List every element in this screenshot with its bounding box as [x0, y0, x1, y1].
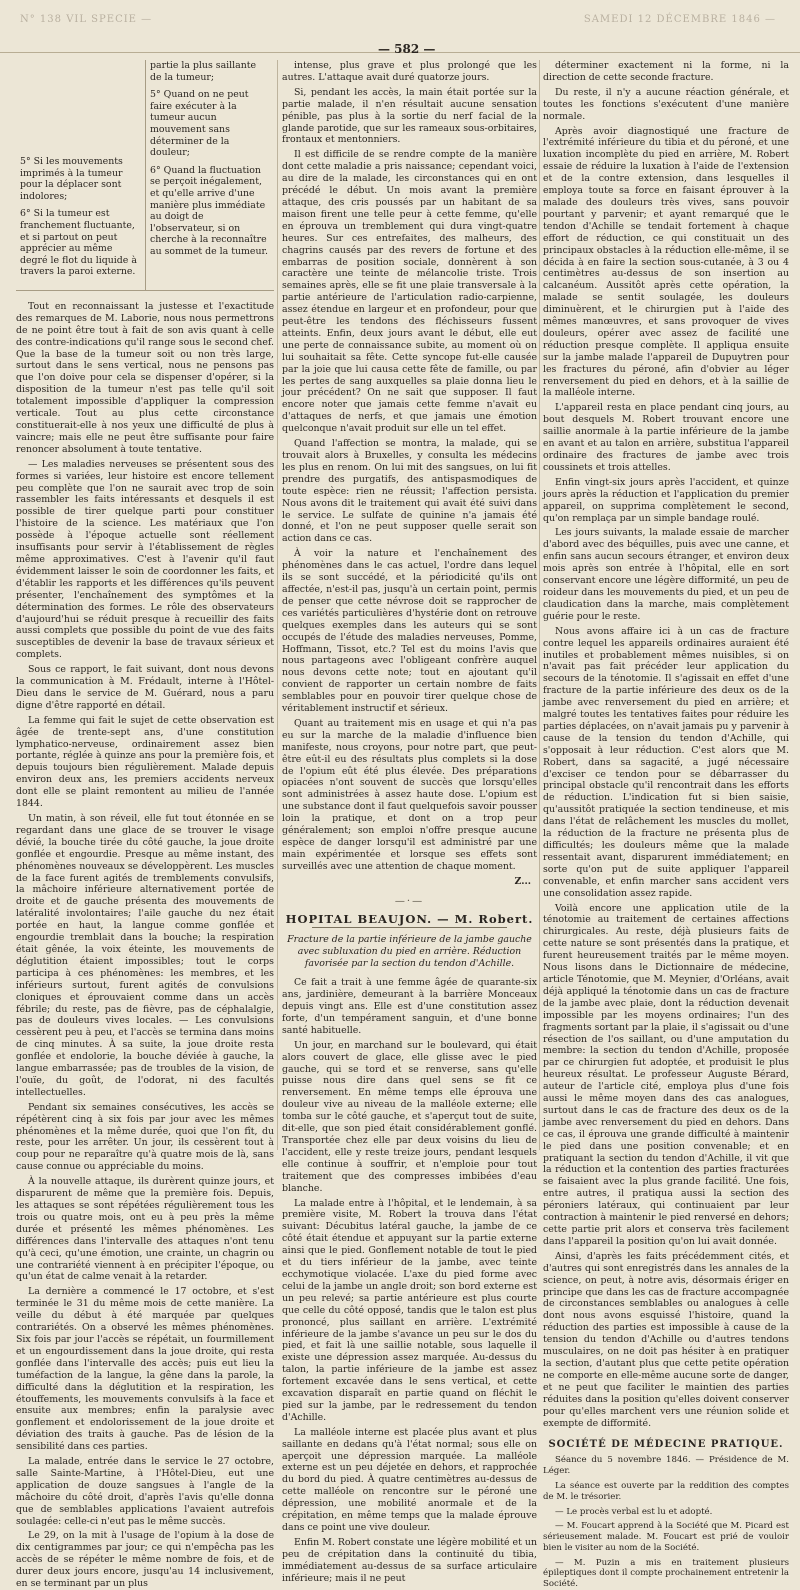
article-signature: Z... [514, 875, 531, 887]
paragraph: Après avoir diagnostiqué une fracture de l'extrémité inférieure du tibia et du péroné, et une luxation incomplète du pied en arrière, M. Robert essaie de réduire la luxation à l'aide de l'extension et de la contre extension, dans lesquelles il employa toute sa force en faisant éprouver à la malade des douleurs très vives, sans pouvoir pourtant y parvenir; et ayant remarqué que le tendon d'Achille se tendait fortement à chaque effort de réduction, ce qui constituait un des principaux obstacles à la réduction elle-même, il se décida à en faire la section sous-cutanée, à 3 ou 4 centimètres au-dessus de son insertion au calcanéum. Aussitôt après cette opération, la malade se sentit soulagée, les douleurs diminuèrent, et le chirurgien put à l'aide des mêmes manœuvres, et sans provoquer de vives douleurs, opérer avec assez de facilité une réduction presque complète. Il appliqua ensuite sur la jambe malade l'appareil de Dupuytren pour les fractures du péroné, afin d'obvier au léger renversement du pied en dehors, et à la saillie de la malléole interne. [543, 125, 789, 399]
table-cell: partie la plus saillante de la tumeur; [150, 60, 257, 83]
paragraph: Sous ce rapport, le fait suivant, dont nous devons la communication à M. Frédault, interne à l'Hôtel-Dieu dans le service de M. Guérard, nous a paru digne d'être rapporté en détail. [16, 664, 274, 711]
column-rule [539, 60, 540, 1150]
society-title: SOCIÉTÉ DE MÉDECINE PRATIQUE. [548, 1439, 784, 1451]
paragraph: déterminer exactement ni la forme, ni la direction de cette seconde fracture. [543, 60, 789, 83]
paragraph: Ainsi, d'après les faits précédemment cités, et d'autres qui sont enregistrés dans les annales de la science, on peut, à notre avis, désormais ériger en principe que dans les cas de fracture accompagnée de circonstances semblables ou analogues à celle dont nous avons esquissé l'histoire, quand la réduction des parties est impossible à cause de la tension du tendon d'Achille ou d'autres tendons musculaires, on ne doit pas hésiter à en pratiquer la section, d'autant plus que cette petite opération ne comporte en elle-même aucune sorte de danger, et ne peut que faciliter le maintien des parties réduites dans la position qu'elles doivent conserver pour qu'elles marchent vers une réunion solide et exempte de difformité. [543, 1250, 789, 1429]
table-cell: 6° Si la tumeur est franchement fluctuante, et si partout on peut apprécier au même degré le flot du liquide à travers la paroi externe. [20, 208, 137, 278]
paragraph: — M. Foucart apprend à la Société que M. Picard est sérieusement malade. M. Foucart est prié de vouloir bien le visiter au nom de la Société. [543, 1521, 789, 1553]
paragraph: Nous avons affaire ici à un cas de fracture contre lequel les appareils ordinaires auraient été inutiles et probablement mêmes nuisibles, si on n'avait pas fait précéder leur application du secours de la ténotomie. Il s'agissait en effet d'une fracture de la partie inférieure des deux os de la jambe avec renversement du pied en arrière; et malgré toutes les tentatives faites pour réduire les parties déplacées, on n'avait jamais pu y parvenir à cause de la tension du tendon d'Achille, qui s'opposait à leur réduction. C'est alors que M. Robert, dans sa sagacité, a jugé nécessaire d'exciser ce tendon pour se débarrasser du principal obstacle qu'il rencontrait dans les efforts de réduction. L'indication fut si bien saisie, qu'aussitôt pratiquée la section tendineuse, et mis dans l'état de relâchement les muscles du mollet, la réduction de la fracture ne présenta plus de difficultés; les douleurs même que la malade ressentait avant, disparurent immédiatement; en sorte qu'on put de suite appliquer l'appareil convenable, et enfin marcher sans accident vers une consolidation assez rapide. [543, 625, 789, 899]
paragraph: Il est difficile de se rendre compte de la manière dont cette maladie a pris naissance; cependant voici, au dire de la malade, les circonstances qui en ont précédé le début. Un mois avant la première attaque, des cris poussés par un habitant de sa maison firent une telle peur à cette femme, qu'elle en éprouva un tremblement qui dura vingt-quatre heures. Sur ces entrefaites, des malheurs, des chagrins causés par des revers de fortune et des embarras de position sociale, donnèrent à son caractère une teinte de mélancolie triste. Trois semaines après, elle se fit une plaie transversale à la partie antérieure de l'articulation radio-carpienne, assez étendue en largeur et en profondeur, pour que peut-être les tendons des fléchisseurs fussent atteints. Enfin, deux jours avant le début, elle eut une perte de connaissance subite, au moment où on lui souhaitait sa fête. Cette syncope fut-elle causée par la joie que lui causa cette fête de famille, ou par les pertes de sang auxquelles sa plaie donna lieu le jour précédent? On ne sait que supposer. Il faut encore noter que jamais cette femme n'avait eu d'attaques de nerfs, et que jamais une émotion quelconque n'avait produit sur elle un tel effet. [282, 149, 537, 435]
paragraph: Un jour, en marchand sur le boulevard, qui était alors couvert de glace, elle glisse avec le pied gauche, qui se tord et se renverse, sans qu'elle puisse nous dire dans quel sens se fit ce renversement. En même temps elle éprouva une douleur vive au niveau de la malléole externe; elle tomba sur le côté gauche, et s'aperçut tout de suite, dit-elle, que son pied était considérablement gonflé. Transportée chez elle par deux voisins du lieu de l'accident, elle y reste treize jours, pendant lesquels elle continue à souffrir, et n'emploie pour tout traitement que des compresses imbibées d'eau blanche. [282, 1039, 537, 1194]
paragraph: Quant au traitement mis en usage et qui n'a pas eu sur la marche de la maladie d'influence bien manifeste, nous croyons, pour notre part, que peut-être eût-il eu des résultats plus complets si la dose de l'opium eût été plus élevée. Des préparations opiacées n'ont souvent de succès que lorsqu'elles sont administrées à assez haute dose. L'opium est une substance dont il faut quelquefois savoir pousser loin la pratique, et dont on a trop peur généralement; son emploi n'offre presque aucune espèce de danger lorsqu'il est administré par une main expérimentée et lorsque ses effets sont surveillés avec une attention de chaque moment. [282, 717, 537, 872]
paragraph: À voir la nature et l'enchaînement des phénomènes dans le cas actuel, l'ordre dans lequel ils se sont succédé, et la périodicité qu'ils ont affectée, n'est-il pas, jusqu'à un certain point, permis de penser que cette névrose doit se rapprocher de ces variétés particulières d'hystérie dont on retrouve quelques exemples dans les auteurs qui se sont occupés de l'étude des maladies nerveuses, Pomme, Hoffmann, Tissot, etc.? Tel est du moins l'avis que nous partageons avec l'obligeant confrère auquel nous devons cette note; tout en ajoutant qu'il convient de rapporter un certain nombre de faits semblables pour en pouvoir tirer quelque chose de véritablement instructif et sérieux. [282, 548, 537, 715]
paragraph: La séance est ouverte par la reddition des comptes de M. le trésorier. [543, 1480, 789, 1502]
column-1 [16, 60, 274, 1590]
comparison-table-left [16, 60, 145, 290]
page-header [0, 0, 800, 56]
table-cell: 5° Si les mouvements imprimés à la tumeur pour la déplacer sont indolores; [20, 156, 123, 202]
table-cell: 5° Quand on ne peut faire exécuter à la tumeur aucun mouvement sans déterminer de la douleur; [150, 89, 249, 159]
column-rule [277, 60, 278, 1150]
bleed-through-text-right: SAMEDI 12 DÉCEMBRE 1846 — [583, 14, 776, 25]
paragraph: Pendant six semaines consécutives, les accès se répétèrent cinq à six fois par jour avec les mêmes phénomènes et la même durée, quoi que l'on fît, du reste, pour les arrêter. Un jour, ils cessèrent tout à coup pour ne reparaître qu'à quatre mois de là, sans cause connue ou appréciable du moins. [16, 1101, 274, 1173]
paragraph: La dernière a commencé le 17 octobre, et s'est terminée le 31 du même mois de cette manière. La veille du début à été marquée par quelques contrariétés. On a observé les mêmes phénomènes. Six fois par jour l'accès se répétait, un fourmillement et un engourdissement dans la joue droite, qui resta gonflée dans l'intervalle des accès; puis eut lieu la tuméfaction de la langue, la gêne dans la parole, la difficulté dans la déglutition et la respiration, les étouffements, les mouvements convulsifs à la face et ensuite aux membres; enfin la paralysie avec gonflement et endolorissement de la joue droite et déviation des traits à gauche. Pas de lésion de la sensibilité dans ces parties. [16, 1286, 274, 1453]
society-minutes [543, 1455, 789, 1590]
paragraph: Si, pendant les accès, la main était portée sur la partie malade, il n'en résultait aucune sensation pénible, pas plus à la sortie du nerf facial de la glande parotide, que sur les rameaux sous-orbitaires, frontaux et mentonniers. [282, 86, 537, 146]
article-subtitle: Fracture de la partie inférieure de la jambe gauche avec subluxation du pied en arrière. Réduction favorisée par la section du tendon d'Achille. [287, 934, 532, 969]
paragraph: La malade, entrée dans le service le 27 octobre, salle Sainte-Martine, à l'Hôtel-Dieu, eut une application de douze sangsues à l'angle de la mâchoire du côté droit, d'après l'avis qu'elle donna que de semblables applications l'avaient autrefois soulagée: celle-ci n'eut pas le même succès. [16, 1456, 274, 1527]
paragraph: — Le procès verbal est lu et adopté. [555, 1506, 713, 1517]
paragraph: La femme qui fait le sujet de cette observation est âgée de trente-sept ans, d'une constitution lymphatico-nerveuse, ordinairement assez bien portante, réglée à quinze ans pour la première fois, et depuis toujours bien régulièrement. Malade depuis environ deux ans, les premiers accidents nerveux dont elle se plaint remontent au milieu de l'année 1844. [16, 714, 274, 810]
paragraph: Ce fait a trait à une femme âgée de quarante-six ans, jardinière, demeurant à la barrière Monceaux depuis vingt ans. Elle est d'une constitution assez forte, d'un tempérament sanguin, et d'une bonne santé habituelle. [282, 977, 537, 1036]
paragraph: Les jours suivants, la malade essaie de marcher d'abord avec des béquilles, puis avec une canne, et enfin sans aucun secours étranger, et environ deux mois après son entrée à l'hôpital, elle en sort conservant encore une légère difformité, un peu de roideur dans les mouvements du pied, et un peu de claudication dans la marche, mais complètement guérie pour le reste. [543, 527, 789, 622]
paragraph: Du reste, il n'y a aucune réaction générale, et toutes les fonctions s'exécutent d'une manière normale. [543, 86, 789, 122]
paragraph: — Les maladies nerveuses se présentent sous des formes si variées, leur histoire est encore tellement peu complète que l'on ne saurait avec trop de soin rassembler les faits intéressants et desquels il est possible de tirer quelque parti pour constituer l'histoire de la science. Les matériaux que l'on possède à l'époque actuelle sont réellement insuffisants pour servir à l'établissement de règles même approximatives. C'est à l'avenir qu'il faut évidemment laisser le soin de coordonner les faits, et d'établir les rapports et les différences qu'ils peuvent présenter, l'enchaînement des symptômes et la détermination des formes. Le rôle des observateurs d'aujourd'hui se réduit presque à recueillir des faits aussi complets que possible du point de vue des faits susceptibles de devenir la base de travaux sérieux et complets. [16, 458, 274, 661]
paragraph: Le 29, on la mit à l'usage de l'opium à la dose de dix centigrammes par jour; ce qui n'empêcha pas les accès de se répéter le même nombre de fois, et de durer deux jours encore, jusqu'au 14 inclusivement, en se terminant par un plus [16, 1530, 274, 1590]
comparison-table [16, 60, 274, 291]
comparison-table-right [145, 60, 274, 290]
paragraph: La malade entre à l'hôpital, et le lendemain, à sa première visite, M. Robert la trouva dans l'état suivant: Décubitus latéral gauche, la jambe de ce côté était étendue et appuyant sur la partie externe ainsi que le pied. Gonflement notable de tout le pied et du tiers inférieur de la jambe, avec teinte ecchymotique violacée. L'axe du pied forme avec celui de la jambe un angle droit; son bord externe est un peu relevé; sa partie antérieure est plus courte que celle du côté opposé, tandis que le talon est plus prononcé, plus saillant en arrière. L'extrémité inférieure de la jambe s'avance un peu sur le dos du pied, et fait là une saillie notable, sous laquelle il existe une dépression assez marquée. Au-dessus du talon, la partie inférieure de la jambe est assez fortement excavée dans le sens vertical, et cette excavation disparaît en partie quand on fléchit le pied sur la jambe, par le redressement du tendon d'Achille. [282, 1197, 537, 1423]
paragraph: Enfin vingt-six jours après l'accident, et quinze jours après la réduction et l'application du premier appareil, on supprima complètement le second, qu'on remplaça par un simple bandage roulé. [543, 476, 789, 524]
section-divider: —·— [394, 895, 425, 907]
page-number: — 582 — [378, 42, 436, 56]
paragraph: Enfin M. Robert constate une légère mobilité et un peu de crépitation dans la continuité du tibia, immédiatement au-dessus de sa surface articulaire inférieure; mais il ne peut [282, 1536, 537, 1584]
paragraph: Un matin, à son réveil, elle fut tout étonnée en se regardant dans une glace de se trouver le visage dévié, la bouche tirée du côté gauche, la joue droite gonflée et engourdie. Presque au même instant, des phénomènes nouveaux se développèrent. Les muscles de la face furent agités de tremblements convulsifs, la mâchoire inférieure alternativement portée de droite et de gauche présenta des mouvements de latéralité involontaires; l'aile gauche du nez était portée en haut, la langue comme gonflée et engourdie tremblait dans la bouche; la respiration était gênée, la voix éteinte, les mouvements de déglutition étaient impossibles; tout le corps participa à ces phénomènes: les membres, et les inférieurs surtout, furent agités de convulsions cloniques et éprouvaient comme dans un accès fébrile; du reste, pas de fièvre, pas de céphalalgie, pas de douleurs vives locales. — Les convulsions cessèrent peu à peu, et l'accès se termina dans moins de cinq minutes. À sa suite, la joue droite resta gonflée et endolorie, la bouche déviée à gauche, la langue embarrassée; pas de troubles de la vision, de l'ouïe, du goût, de l'odorat, ni des facultés intellectuelles. [16, 813, 274, 1098]
column-2 [282, 60, 537, 1584]
table-cell: 6° Quand la fluctuation se perçoit inégalement, et qu'elle arrive d'une manière plus immédiate au doigt de l'observateur, si on cherche à la reconnaître au sommet de la tumeur. [150, 164, 268, 257]
column-3 [543, 60, 789, 1590]
paragraph: La malléole interne est placée plus avant et plus saillante en dedans qu'à l'état normal; sous elle on aperçoit une dépression marquée. La malléole externe est un peu déjetée en dehors, et rapprochée du bord du pied. À quatre centimètres au-dessus de cette malléole on rencontre sur le péroné une dépression, une mobilité anormale et de la crépitation, en même temps que la malade éprouve dans ce point une vive douleur. [282, 1426, 537, 1533]
paragraph: intense, plus grave et plus prolongé que les autres. L'attaque avait duré quatorze jours. [282, 60, 537, 83]
section-rule [312, 927, 507, 928]
paragraph: L'appareil resta en place pendant cinq jours, au bout desquels M. Robert trouvant encore une saillie anormale à la partie inférieure de la jambe en avant et au talon en arrière, substitua l'appareil ordinaire des fractures de jambe avec trois coussinets et trois attelles. [543, 402, 789, 473]
bleed-through-text-left: N° 138 VIL SPECIE — [20, 14, 153, 25]
paragraph: — M. Puzin a mis en traitement plusieurs épileptiques dont il compte prochainement entretenir la Société. [543, 1557, 789, 1590]
paragraph: Quand l'affection se montra, la malade, qui se trouvait alors à Bruxelles, y consulta les médecins les plus en renom. On lui mit des sangsues, on lui fit prendre des purgatifs, des antispasmodiques de toute espèce: rien ne réussit; l'affection persista. Nous avons dit le traitement qui avait été suivi dans le service. Le sulfate de quinine n'a jamais été donné, et l'on ne peut supposer quelle serait son action dans ce cas. [282, 438, 537, 545]
paragraph: Voilà encore une application utile de la ténotomie au traitement de certaines affections chirurgicales. Au reste, déjà plusieurs faits de cette nature se sont présentés dans la pratique, et furent heureusement traités par le même moyen. Nous lisons dans le Dictionnaire de médecine, article Ténotomie, que M. Meynier, d'Orléans, avait déjà appliqué la ténotomie dans un cas de fracture de la jambe avec plaie, dont la réduction devenait impossible par les moyens ordinaires; l'un des fragments sortant par la plaie, il s'agissait ou d'une résection de l'os saillant, ou d'une amputation du membre: la section du tendon d'Achille, proposée par ce chirurgien fut adoptée, et produisit le plus heureux résultat. Le professeur Auguste Bérard, auteur de l'article cité, employa plus d'une fois aussi le même moyen dans des cas analogues, surtout dans le cas de fracture des deux os de la jambe avec renversement du pied en dehors. Dans ce cas, il éprouva une grande difficulté à maintenir le pied dans une position convenable; et en pratiquant la section du tendon d'Achille, il vit que la réduction et la contention des parties fracturées se faisaient avec la plus grande facilité. Une fois, entre autres, il pratiqua aussi la section des péroniers latéraux, qui continuaient par leur contraction à maintenir le pied renversé en dehors; cette partie prit alors et conserva très facilement dans l'appareil la position qu'on lui avait donnée. [543, 902, 789, 1247]
paragraph: Tout en reconnaissant la justesse et l'exactitude des remarques de M. Laborie, nous nous permettrons de ne point être tout à fait de son avis quant à celle des contre-indications qu'il range sous le second chef. Que la base de la tumeur soit ou non très large, surtout dans le sens vertical, nous ne pensons pas que l'on doive pour cela se dispenser d'opérer, si la disposition de la tumeur n'est pas telle qu'il soit totalement impossible d'appliquer la compression verticale. Tout au plus cette circonstance constituerait-elle à nos yeux une difficulté de plus à vaincre; mais elle ne peut être suffisante pour faire renoncer absolument à toute tentative. [16, 300, 274, 455]
section-title: HOPITAL BEAUJON. — M. Robert. [285, 911, 534, 926]
paragraph: Séance du 5 novembre 1846. — Présidence de M. Léger. [543, 1455, 789, 1477]
paragraph: À la nouvelle attaque, ils durèrent quinze jours, et disparurent de même que la première fois. Depuis, les attaques se sont répétées régulièrement tous les trois ou quatre mois, ont eu à peu près la même durée et présenté les mêmes phénomènes. Les différences dans l'intervalle des attaques n'ont tenu qu'à ceci, qu'une émotion, une crainte, un chagrin ou une contrariété viennent à en précipiter l'époque, ou qu'un état de calme venait à la retarder. [16, 1176, 274, 1283]
